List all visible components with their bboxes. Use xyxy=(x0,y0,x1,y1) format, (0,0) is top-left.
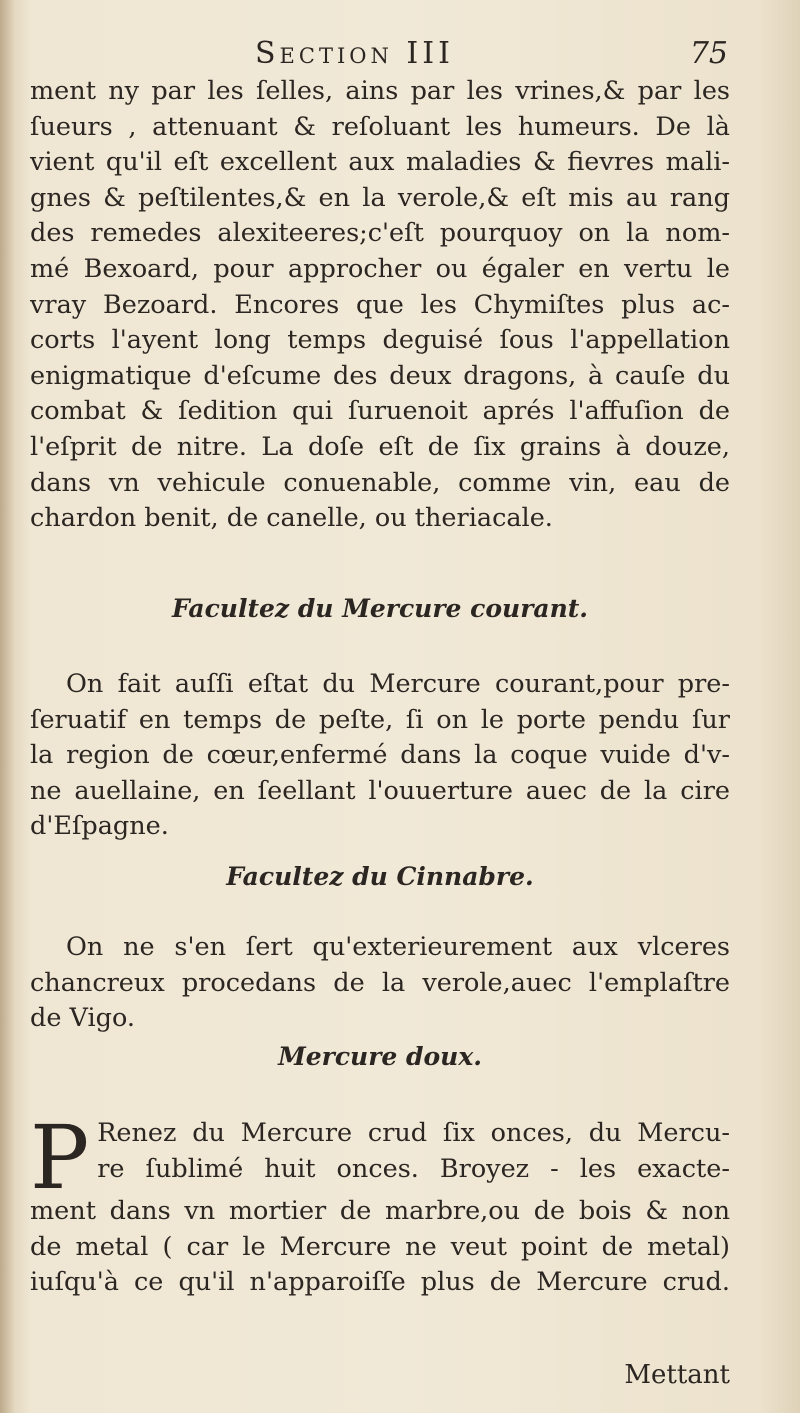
drop-cap: P xyxy=(30,1106,90,1209)
section-heading-cinnabre: Facultez du Cinnabre. xyxy=(226,862,534,891)
text-line: des remedes alexiteeres;c'eſt pourquoy on la nom- xyxy=(30,218,730,249)
text-line: ſeruatif en temps de peſte, ſi on le porte pendu ſur xyxy=(30,704,730,735)
running-head: Section III xyxy=(255,36,454,71)
text-line: vray Bezoard. Encores que les Chymiſtes plus ac- xyxy=(30,289,730,320)
text-line: dans vn vehicule conuenable, comme vin, eau de xyxy=(30,467,730,498)
text-line: chancreux procedans de la verole,auec l'emplaſtre xyxy=(30,967,730,998)
text-line: vient qu'il eſt excellent aux maladies & fievres mali- xyxy=(30,147,730,178)
text-line: corts l'ayent long temps deguisé ſous l'appellation xyxy=(30,325,730,356)
text-line: combat & ſedition qui ſuruenoit aprés l'affuſion de xyxy=(30,396,730,427)
text-line: la region de cœur,enfermé dans la coque vuide d'v- xyxy=(30,740,730,771)
page-number: 75 xyxy=(689,36,728,71)
catchword: Mettant xyxy=(624,1360,730,1390)
text-line: On ne s'en ſert qu'exterieurement aux vlceres xyxy=(66,932,730,962)
text-line: On fait auſſi eſtat du Mercure courant,pour pre- xyxy=(66,669,730,699)
paragraph-bexoard xyxy=(30,74,730,537)
section-heading-mercure-courant: Facultez du Mercure courant. xyxy=(172,594,588,623)
paragraph-mercure-courant xyxy=(30,667,730,845)
text-line: gnes & peſtilentes,& en la verole,& eſt mis au rang xyxy=(30,182,730,213)
paragraph-mercure-doux xyxy=(30,1106,730,1301)
page-header xyxy=(30,36,730,76)
text-line: ment ny par les ſelles, ains par les vrines,& par les xyxy=(30,76,730,106)
text-line: ſueurs , attenuant & reſoluant les humeurs. De là xyxy=(30,111,730,142)
text-line: ne auellaine, en ſeellant l'ouuerture auec de la cire xyxy=(30,775,730,806)
page-gutter xyxy=(0,0,14,1413)
text-line: l'eſprit de nitre. La doſe eſt de ſix grains à douze, xyxy=(30,431,730,462)
section-heading-mercure-doux: Mercure doux. xyxy=(278,1042,482,1071)
text-line: de Vigo. xyxy=(30,1003,135,1034)
text-line: Renez du Mercure crud ſix onces, du Mercu- xyxy=(97,1118,730,1148)
text-line: iuſqu'à ce qu'il n'apparoiſſe plus de Mercure crud. xyxy=(30,1267,730,1298)
text-line: mé Bexoard, pour approcher ou égaler en vertu le xyxy=(30,253,730,284)
text-line: d'Eſpagne. xyxy=(30,811,169,842)
text-line: ment dans vn mortier de marbre,ou de bois & non xyxy=(30,1196,730,1226)
text-line: re ſublimé huit onces. Broyez - les exacte- xyxy=(97,1153,730,1184)
text-line: de metal ( car le Mercure ne veut point de metal) xyxy=(30,1231,730,1262)
text-line: chardon benit, de canelle, ou theriacale. xyxy=(30,503,553,534)
paragraph-cinnabre xyxy=(30,930,730,1037)
text-line: enigmatique d'eſcume des deux dragons, à cauſe du xyxy=(30,360,730,391)
